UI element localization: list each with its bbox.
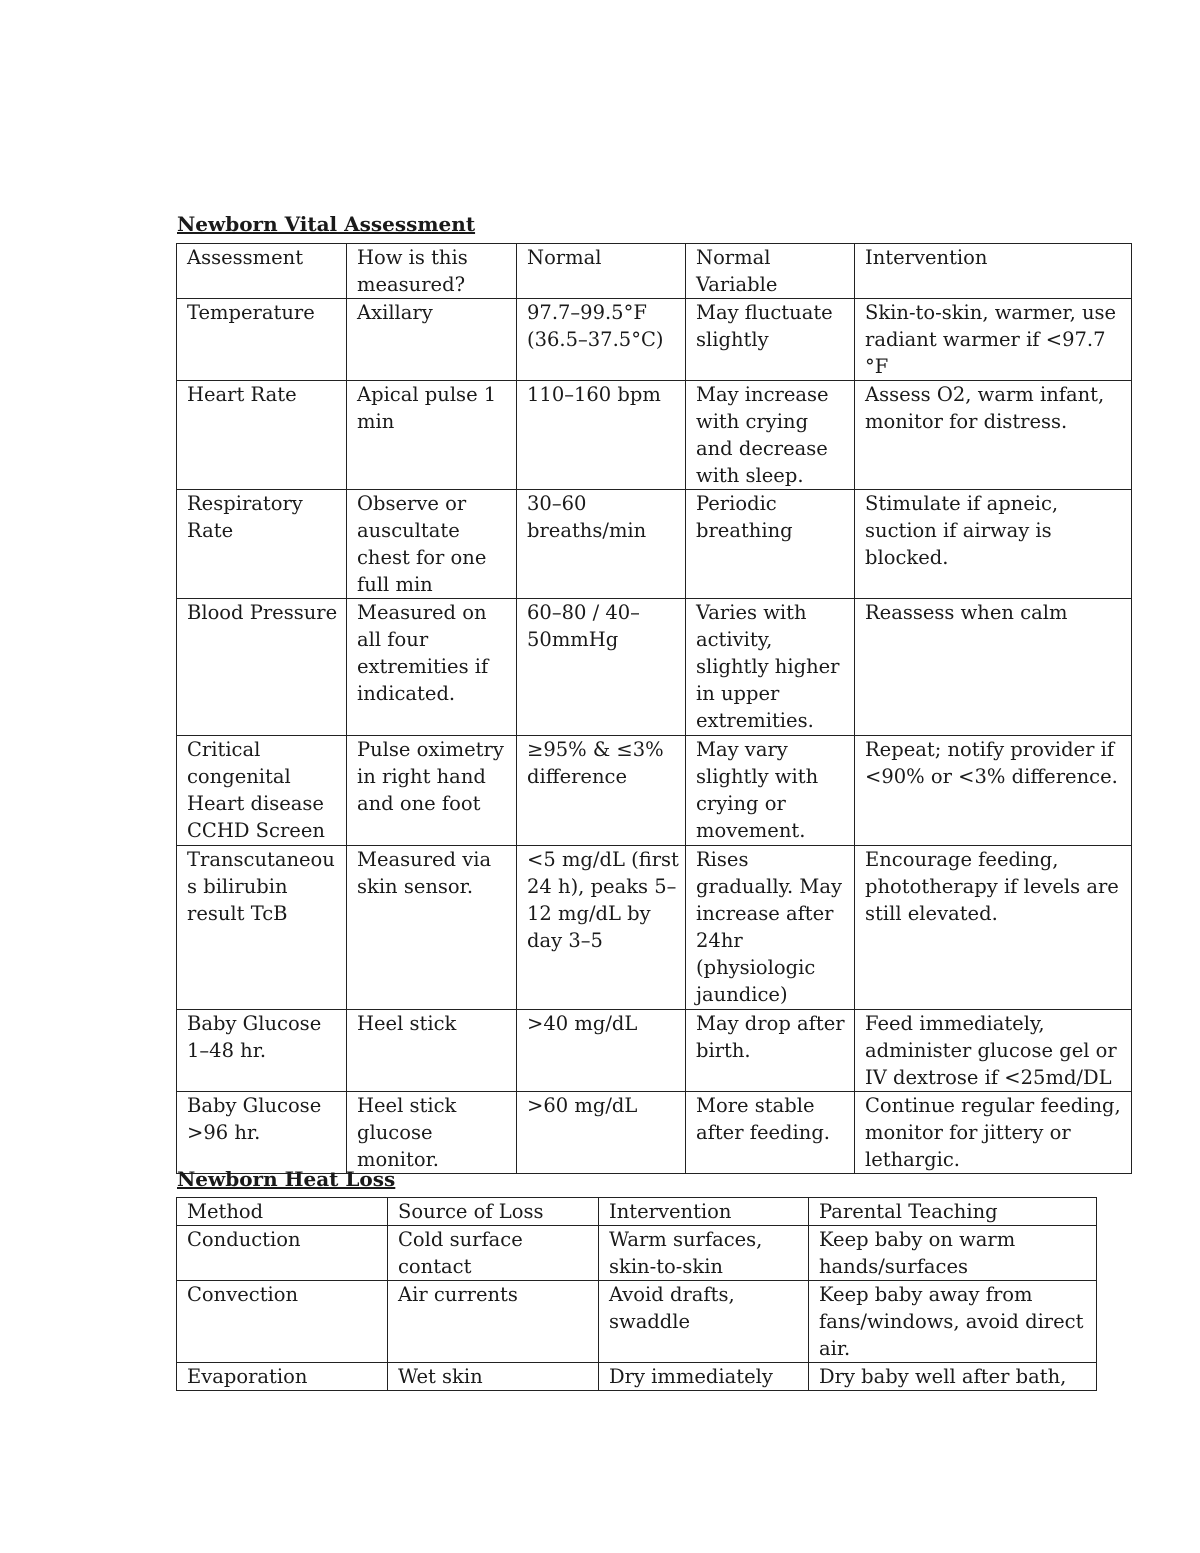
heat-loss-title: Newborn Heat Loss	[177, 1167, 396, 1191]
table-cell: Convection	[177, 1281, 388, 1363]
header-cell: Assessment	[177, 244, 347, 299]
header-cell: Normal	[517, 244, 686, 299]
table-cell: 110–160 bpm	[517, 381, 686, 490]
table-cell: Apical pulse 1 min	[347, 381, 517, 490]
table-row	[177, 1363, 1097, 1391]
table-cell: Keep baby away from fans/windows, avoid direct air.	[809, 1281, 1097, 1363]
table-row	[177, 1226, 1097, 1281]
table-cell: 60–80 / 40–50mmHg	[517, 599, 686, 736]
table-cell: Cold surface contact	[388, 1226, 599, 1281]
table-cell: May drop after birth.	[686, 1010, 855, 1092]
table-cell: Heel stick	[347, 1010, 517, 1092]
table-cell: Blood Pressure	[177, 599, 347, 736]
table-row	[177, 846, 1132, 1010]
table-row	[177, 1010, 1132, 1092]
table-cell: Repeat; notify provider if <90% or <3% difference.	[855, 736, 1132, 846]
table-cell: Critical congenital Heart disease CCHD Screen	[177, 736, 347, 846]
table-row	[177, 1092, 1132, 1174]
table-cell: Warm surfaces, skin-to-skin	[599, 1226, 809, 1281]
table-cell: 97.7–99.5°F (36.5–37.5°C)	[517, 299, 686, 381]
table-cell: Pulse oximetry in right hand and one foot	[347, 736, 517, 846]
header-cell: Normal Variable	[686, 244, 855, 299]
table-cell: Transcutaneous bilirubin result TcB	[177, 846, 347, 1010]
table-cell: Observe or auscultate chest for one full min	[347, 490, 517, 599]
table-row	[177, 736, 1132, 846]
table-row	[177, 1281, 1097, 1363]
table-row	[177, 299, 1132, 381]
table-cell: Respiratory Rate	[177, 490, 347, 599]
table-cell: Stimulate if apneic, suction if airway is blocked.	[855, 490, 1132, 599]
header-cell: Intervention	[855, 244, 1132, 299]
table-row	[177, 490, 1132, 599]
table-cell: May increase with crying and decrease with sleep.	[686, 381, 855, 490]
table-cell: Reassess when calm	[855, 599, 1132, 736]
vital-assessment-table	[176, 243, 1132, 1174]
table-cell: May fluctuate slightly	[686, 299, 855, 381]
table-cell: >40 mg/dL	[517, 1010, 686, 1092]
table-cell: 30–60 breaths/min	[517, 490, 686, 599]
table-row	[177, 599, 1132, 736]
table-cell: Baby Glucose >96 hr.	[177, 1092, 347, 1174]
header-cell: Parental Teaching	[809, 1198, 1097, 1226]
table-cell: Air currents	[388, 1281, 599, 1363]
table-cell: Conduction	[177, 1226, 388, 1281]
header-cell: Intervention	[599, 1198, 809, 1226]
table-cell: More stable after feeding.	[686, 1092, 855, 1174]
table-header-row	[177, 244, 1132, 299]
table-header-row	[177, 1198, 1097, 1226]
table-cell: ≥95% & ≤3% difference	[517, 736, 686, 846]
table-cell: Evaporation	[177, 1363, 388, 1391]
table-cell: Avoid drafts, swaddle	[599, 1281, 809, 1363]
table-cell: Keep baby on warm hands/surfaces	[809, 1226, 1097, 1281]
table-cell: Heel stick glucose monitor.	[347, 1092, 517, 1174]
table-cell: Temperature	[177, 299, 347, 381]
table-cell: Dry baby well after bath,	[809, 1363, 1097, 1391]
table-cell: Varies with activity, slightly higher in upper extremities.	[686, 599, 855, 736]
table-cell: Measured via skin sensor.	[347, 846, 517, 1010]
table-cell: <5 mg/dL (first 24 h), peaks 5–12 mg/dL by day 3–5	[517, 846, 686, 1010]
table-cell: Skin-to-skin, warmer, use radiant warmer if <97.7 °F	[855, 299, 1132, 381]
table-cell: Baby Glucose 1–48 hr.	[177, 1010, 347, 1092]
vital-assessment-title: Newborn Vital Assessment	[177, 212, 476, 236]
table-cell: Encourage feeding, phototherapy if levels are still elevated.	[855, 846, 1132, 1010]
header-cell: Source of Loss	[388, 1198, 599, 1226]
table-cell: Feed immediately, administer glucose gel or IV dextrose if <25md/DL	[855, 1010, 1132, 1092]
table-row	[177, 381, 1132, 490]
heat-loss-table	[176, 1197, 1097, 1391]
header-cell: Method	[177, 1198, 388, 1226]
table-cell: Axillary	[347, 299, 517, 381]
table-cell: Rises gradually. May increase after 24hr (physiologic jaundice)	[686, 846, 855, 1010]
table-cell: Periodic breathing	[686, 490, 855, 599]
table-cell: Heart Rate	[177, 381, 347, 490]
table-cell: Wet skin	[388, 1363, 599, 1391]
header-cell: How is this measured?	[347, 244, 517, 299]
table-cell: Continue regular feeding, monitor for jittery or lethargic.	[855, 1092, 1132, 1174]
table-cell: Dry immediately	[599, 1363, 809, 1391]
table-cell: Assess O2, warm infant, monitor for distress.	[855, 381, 1132, 490]
table-cell: >60 mg/dL	[517, 1092, 686, 1174]
table-cell: May vary slightly with crying or movement.	[686, 736, 855, 846]
table-cell: Measured on all four extremities if indicated.	[347, 599, 517, 736]
